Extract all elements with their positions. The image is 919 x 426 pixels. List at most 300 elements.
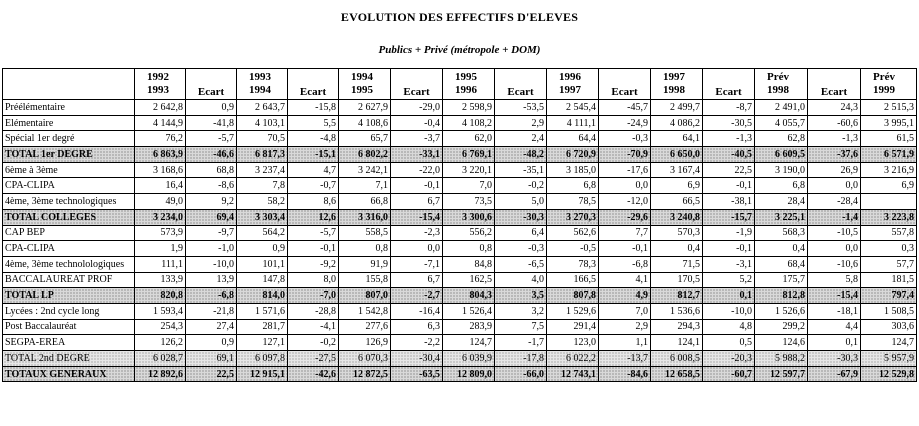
table-cell: -41,8: [186, 115, 237, 131]
header-top-cell: 1994: [339, 69, 391, 85]
header-year-cell: 1993: [135, 84, 186, 100]
table-cell: 6 609,5: [755, 147, 808, 163]
table-cell: 6 769,1: [443, 147, 495, 163]
table-cell: -6,8: [599, 256, 651, 272]
table-cell: 7,8: [237, 178, 288, 194]
table-cell: -10,0: [186, 256, 237, 272]
table-cell: 78,3: [547, 256, 599, 272]
table-cell: 124,1: [651, 335, 703, 351]
table-row: [3, 241, 917, 257]
table-cell: -33,1: [391, 147, 443, 163]
table-cell: 27,4: [186, 319, 237, 335]
table-cell: 62,0: [443, 131, 495, 147]
table-cell: -48,2: [495, 147, 547, 163]
row-label: Lycées : 2nd cycle long: [3, 303, 135, 319]
table-cell: 3 234,0: [135, 209, 186, 225]
header-top-cell: 1997: [651, 69, 703, 85]
table-cell: 303,6: [861, 319, 917, 335]
table-cell: 562,6: [547, 225, 599, 241]
table-cell: -15,4: [808, 288, 861, 304]
table-cell: -1,4: [808, 209, 861, 225]
table-cell: 4,9: [599, 288, 651, 304]
table-cell: 1 593,4: [135, 303, 186, 319]
table-cell: -0,1: [703, 178, 755, 194]
table-cell: 1,1: [599, 335, 651, 351]
header-ecart-cell: Ecart: [703, 84, 755, 100]
table-cell: 5,5: [288, 115, 339, 131]
table-cell: 568,3: [755, 225, 808, 241]
table-cell: 4 086,2: [651, 115, 703, 131]
table-cell: 6,4: [495, 225, 547, 241]
table-cell: 5,2: [703, 272, 755, 288]
table-cell: 557,8: [861, 225, 917, 241]
table-cell: 12 597,7: [755, 366, 808, 382]
table-cell: 62,8: [755, 131, 808, 147]
table-cell: -0,5: [547, 241, 599, 257]
table-cell: 0,3: [861, 241, 917, 257]
document-subtitle: Publics + Privé (métropole + DOM): [378, 44, 541, 56]
table-cell: 2,4: [495, 131, 547, 147]
table-cell: 277,6: [339, 319, 391, 335]
table-cell: 12 529,8: [861, 366, 917, 382]
header-top-cell: [808, 69, 861, 85]
table-cell: 2 598,9: [443, 100, 495, 116]
table-cell: -7,0: [288, 288, 339, 304]
table-cell: 22,5: [186, 366, 237, 382]
table-cell: -17,6: [599, 162, 651, 178]
table-cell: -28,8: [288, 303, 339, 319]
table-cell: 5 988,2: [755, 351, 808, 367]
table-cell: -0,2: [495, 178, 547, 194]
table-cell: 126,2: [135, 335, 186, 351]
table-cell: -60,7: [703, 366, 755, 382]
header-top-cell: 1992: [135, 69, 186, 85]
header-ecart-cell: Ecart: [186, 84, 237, 100]
table-cell: 4,8: [703, 319, 755, 335]
table-cell: -8,7: [703, 100, 755, 116]
table-cell: 6,8: [547, 178, 599, 194]
header-top-cell: [3, 69, 135, 85]
table-cell: -2,3: [391, 225, 443, 241]
table-cell: -15,1: [288, 147, 339, 163]
table-cell: 6,7: [391, 194, 443, 210]
table-cell: -6,5: [495, 256, 547, 272]
table-cell: 7,1: [339, 178, 391, 194]
header-top-cell: [391, 69, 443, 85]
row-label: CAP BEP: [3, 225, 135, 241]
table-cell: -24,9: [599, 115, 651, 131]
table-cell: 6,3: [391, 319, 443, 335]
table-cell: 126,9: [339, 335, 391, 351]
table-cell: 4,0: [495, 272, 547, 288]
table-cell: 0,4: [651, 241, 703, 257]
table-cell: 3 316,0: [339, 209, 391, 225]
table-cell: 12 658,5: [651, 366, 703, 382]
table-row: [3, 303, 917, 319]
table-cell: 127,1: [237, 335, 288, 351]
table-cell: 820,8: [135, 288, 186, 304]
table-cell: 26,9: [808, 162, 861, 178]
table-cell: 58,2: [237, 194, 288, 210]
table-cell: 0,8: [443, 241, 495, 257]
table-cell: 68,4: [755, 256, 808, 272]
table-cell: -84,6: [599, 366, 651, 382]
header-row-top: [3, 69, 917, 85]
header-year-cell: 1995: [339, 84, 391, 100]
row-label: CPA-CLIPA: [3, 241, 135, 257]
table-cell: -2,7: [391, 288, 443, 304]
table-cell: 0,5: [703, 335, 755, 351]
table-cell: -20,3: [703, 351, 755, 367]
header-row-bottom: [3, 84, 917, 100]
header-top-cell: Prév: [755, 69, 808, 85]
table-cell: 4,7: [288, 162, 339, 178]
table-cell: 8,0: [288, 272, 339, 288]
table-cell: -0,1: [599, 241, 651, 257]
table-cell: 812,7: [651, 288, 703, 304]
table-cell: -12,0: [599, 194, 651, 210]
table-cell: 6 097,8: [237, 351, 288, 367]
table-cell: 281,7: [237, 319, 288, 335]
table-cell: 3 242,1: [339, 162, 391, 178]
table-cell: 5 957,9: [861, 351, 917, 367]
table-cell: -60,6: [808, 115, 861, 131]
table-cell: 804,3: [443, 288, 495, 304]
table-cell: 12 892,6: [135, 366, 186, 382]
table-cell: -5,7: [186, 131, 237, 147]
header-ecart-cell: Ecart: [495, 84, 547, 100]
table-cell: 91,9: [339, 256, 391, 272]
table-cell: 3 216,9: [861, 162, 917, 178]
header-year-cell: [3, 84, 135, 100]
header-top-cell: [599, 69, 651, 85]
table-cell: -22,0: [391, 162, 443, 178]
table-cell: 254,3: [135, 319, 186, 335]
table-cell: 2 642,8: [135, 100, 186, 116]
table-cell: 66,5: [651, 194, 703, 210]
table-cell: 2 643,7: [237, 100, 288, 116]
table-cell: 814,0: [237, 288, 288, 304]
header-year-cell: 1998: [755, 84, 808, 100]
table-cell: 3,5: [495, 288, 547, 304]
table-cell: 6,8: [755, 178, 808, 194]
table-cell: 2 545,4: [547, 100, 599, 116]
table-cell: 0,8: [339, 241, 391, 257]
table-cell: 12 915,1: [237, 366, 288, 382]
table-cell: 181,5: [861, 272, 917, 288]
table-cell: -10,0: [703, 303, 755, 319]
table-cell: 6 650,0: [651, 147, 703, 163]
table-cell: 12 743,1: [547, 366, 599, 382]
row-label: 4ème, 3ème technolologiques: [3, 256, 135, 272]
table-cell: 64,1: [651, 131, 703, 147]
table-cell: 299,2: [755, 319, 808, 335]
table-cell: 1 526,6: [755, 303, 808, 319]
header-top-cell: 1995: [443, 69, 495, 85]
table-cell: 6,7: [391, 272, 443, 288]
table-cell: -63,5: [391, 366, 443, 382]
header-ecart-cell: Ecart: [808, 84, 861, 100]
table-cell: 57,7: [861, 256, 917, 272]
table-cell: -67,9: [808, 366, 861, 382]
table-cell: -15,4: [391, 209, 443, 225]
table-cell: -9,2: [288, 256, 339, 272]
table-cell: -27,5: [288, 351, 339, 367]
table-cell: 0,0: [599, 178, 651, 194]
table-cell: 1 542,8: [339, 303, 391, 319]
table-cell: 6 028,7: [135, 351, 186, 367]
table-cell: 166,5: [547, 272, 599, 288]
table-cell: 3 995,1: [861, 115, 917, 131]
table-cell: 111,1: [135, 256, 186, 272]
table-cell: -3,1: [703, 256, 755, 272]
header-year-cell: 1994: [237, 84, 288, 100]
table-row: [3, 100, 917, 116]
row-label: 6ème à 3ème: [3, 162, 135, 178]
table-cell: 68,8: [186, 162, 237, 178]
table-cell: -7,1: [391, 256, 443, 272]
header-top-cell: [703, 69, 755, 85]
table-cell: 6 039,9: [443, 351, 495, 367]
table-cell: 133,9: [135, 272, 186, 288]
table-cell: 0,1: [703, 288, 755, 304]
table-cell: -0,1: [288, 241, 339, 257]
table-cell: 6 008,5: [651, 351, 703, 367]
table-cell: 1 536,6: [651, 303, 703, 319]
table-cell: 3 220,1: [443, 162, 495, 178]
table-cell: 13,9: [186, 272, 237, 288]
table-cell: 2,9: [599, 319, 651, 335]
table-cell: -10,6: [808, 256, 861, 272]
table-cell: 3 225,1: [755, 209, 808, 225]
table-cell: -30,3: [495, 209, 547, 225]
table-cell: 0,9: [186, 335, 237, 351]
header-ecart-cell: Ecart: [288, 84, 339, 100]
table-cell: -29,6: [599, 209, 651, 225]
table-cell: 7,0: [599, 303, 651, 319]
table-cell: 0,1: [808, 335, 861, 351]
table-cell: 4 108,6: [339, 115, 391, 131]
table-cell: 3 240,8: [651, 209, 703, 225]
table-cell: 5,0: [495, 194, 547, 210]
table-cell: -42,6: [288, 366, 339, 382]
table-cell: 2,9: [495, 115, 547, 131]
table-cell: -3,7: [391, 131, 443, 147]
table-cell: -45,7: [599, 100, 651, 116]
row-label: Elémentaire: [3, 115, 135, 131]
header-top-cell: [495, 69, 547, 85]
header-year-cell: 1999: [861, 84, 917, 100]
table-cell: 69,4: [186, 209, 237, 225]
table-cell: 124,6: [755, 335, 808, 351]
table-cell: 170,5: [651, 272, 703, 288]
table-cell: -8,6: [186, 178, 237, 194]
table-cell: 65,7: [339, 131, 391, 147]
table-cell: 66,8: [339, 194, 391, 210]
table-cell: 12,6: [288, 209, 339, 225]
table-cell: 3 270,3: [547, 209, 599, 225]
header-top-cell: 1993: [237, 69, 288, 85]
row-label: Préélémentaire: [3, 100, 135, 116]
table-cell: 1,9: [135, 241, 186, 257]
table-cell: 556,2: [443, 225, 495, 241]
table-cell: 78,5: [547, 194, 599, 210]
table-cell: 12 872,5: [339, 366, 391, 382]
table-cell: 64,4: [547, 131, 599, 147]
table-row: [3, 115, 917, 131]
table-cell: 7,7: [599, 225, 651, 241]
table-row: [3, 147, 917, 163]
table-cell: 573,9: [135, 225, 186, 241]
table-cell: 1 508,5: [861, 303, 917, 319]
table-cell: 155,8: [339, 272, 391, 288]
table-cell: 6 720,9: [547, 147, 599, 163]
table-cell: 16,4: [135, 178, 186, 194]
table-cell: 6 070,3: [339, 351, 391, 367]
table-cell: 2 627,9: [339, 100, 391, 116]
table-cell: -0,1: [391, 178, 443, 194]
table-cell: -38,1: [703, 194, 755, 210]
table-cell: 7,5: [495, 319, 547, 335]
table-cell: 101,1: [237, 256, 288, 272]
table-cell: 2 515,3: [861, 100, 917, 116]
table-cell: 291,4: [547, 319, 599, 335]
table-row: [3, 351, 917, 367]
table-cell: 797,4: [861, 288, 917, 304]
table-cell: -15,8: [288, 100, 339, 116]
header-ecart-cell: Ecart: [599, 84, 651, 100]
table-cell: 807,8: [547, 288, 599, 304]
table-cell: -2,2: [391, 335, 443, 351]
table-cell: -1,3: [808, 131, 861, 147]
table-cell: 4 108,2: [443, 115, 495, 131]
header-top-cell: 1996: [547, 69, 599, 85]
table-cell: 6,9: [651, 178, 703, 194]
table-cell: -0,3: [495, 241, 547, 257]
table-cell: -0,1: [703, 241, 755, 257]
table-cell: -53,5: [495, 100, 547, 116]
table-cell: 558,5: [339, 225, 391, 241]
table-cell: 812,8: [755, 288, 808, 304]
table-cell: 69,1: [186, 351, 237, 367]
table-cell: -0,3: [599, 131, 651, 147]
table-cell: 1 529,6: [547, 303, 599, 319]
row-label: CPA-CLIPA: [3, 178, 135, 194]
table-cell: 28,4: [755, 194, 808, 210]
table-cell: -18,1: [808, 303, 861, 319]
table-cell: 1 571,6: [237, 303, 288, 319]
table-cell: 2 491,0: [755, 100, 808, 116]
table-cell: 24,3: [808, 100, 861, 116]
table-cell: 3 300,6: [443, 209, 495, 225]
table-row: [3, 194, 917, 210]
table-cell: [861, 194, 917, 210]
header-year-cell: 1998: [651, 84, 703, 100]
row-label: 4ème, 3ème technologiques: [3, 194, 135, 210]
table-row: [3, 178, 917, 194]
table-cell: -46,6: [186, 147, 237, 163]
table-cell: 4,1: [599, 272, 651, 288]
table-row: [3, 335, 917, 351]
table-cell: 0,4: [755, 241, 808, 257]
table-cell: 4 111,1: [547, 115, 599, 131]
table-row: [3, 131, 917, 147]
table-cell: 3 190,0: [755, 162, 808, 178]
table-cell: -1,0: [186, 241, 237, 257]
table-cell: -30,5: [703, 115, 755, 131]
effectifs-table: [2, 68, 917, 382]
table-cell: 6 022,2: [547, 351, 599, 367]
table-cell: 71,5: [651, 256, 703, 272]
row-label: BACCALAUREAT PROF: [3, 272, 135, 288]
table-cell: -66,0: [495, 366, 547, 382]
table-cell: -17,8: [495, 351, 547, 367]
table-cell: 70,5: [237, 131, 288, 147]
table-cell: -37,6: [808, 147, 861, 163]
table-cell: 84,8: [443, 256, 495, 272]
table-row: [3, 366, 917, 382]
table-cell: 3,2: [495, 303, 547, 319]
table-cell: -13,7: [599, 351, 651, 367]
table-cell: -35,1: [495, 162, 547, 178]
table-cell: 2 499,7: [651, 100, 703, 116]
table-body: [3, 69, 917, 382]
table-cell: 3 167,4: [651, 162, 703, 178]
table-cell: -9,7: [186, 225, 237, 241]
table-cell: 564,2: [237, 225, 288, 241]
table-cell: -28,4: [808, 194, 861, 210]
table-cell: -0,7: [288, 178, 339, 194]
table-cell: -21,8: [186, 303, 237, 319]
table-cell: 3 168,6: [135, 162, 186, 178]
table-row: [3, 272, 917, 288]
table-cell: 0,9: [186, 100, 237, 116]
table-cell: -70,9: [599, 147, 651, 163]
table-cell: 7,0: [443, 178, 495, 194]
row-label: TOTAL 1er DEGRE: [3, 147, 135, 163]
table-cell: 4 144,9: [135, 115, 186, 131]
table-cell: 0,9: [237, 241, 288, 257]
table-cell: 76,2: [135, 131, 186, 147]
table-cell: 6 817,3: [237, 147, 288, 163]
table-cell: 22,5: [703, 162, 755, 178]
table-cell: 294,3: [651, 319, 703, 335]
header-year-cell: 1997: [547, 84, 599, 100]
table-cell: 0,0: [391, 241, 443, 257]
table-cell: 3 185,0: [547, 162, 599, 178]
table-cell: 124,7: [443, 335, 495, 351]
table-row: [3, 162, 917, 178]
table-cell: 1 526,4: [443, 303, 495, 319]
table-cell: 61,5: [861, 131, 917, 147]
table-cell: -4,1: [288, 319, 339, 335]
row-label: TOTAL 2nd DEGRE: [3, 351, 135, 367]
table-cell: 4 055,7: [755, 115, 808, 131]
table-cell: -15,7: [703, 209, 755, 225]
table-cell: 123,0: [547, 335, 599, 351]
table-cell: -1,3: [703, 131, 755, 147]
table-row: [3, 256, 917, 272]
table-row: [3, 225, 917, 241]
table-cell: -16,4: [391, 303, 443, 319]
table-cell: 6 571,9: [861, 147, 917, 163]
table-cell: 807,0: [339, 288, 391, 304]
table-cell: 73,5: [443, 194, 495, 210]
table-cell: 12 809,0: [443, 366, 495, 382]
table-cell: 3 303,4: [237, 209, 288, 225]
table-cell: 6 802,2: [339, 147, 391, 163]
table-cell: 9,2: [186, 194, 237, 210]
